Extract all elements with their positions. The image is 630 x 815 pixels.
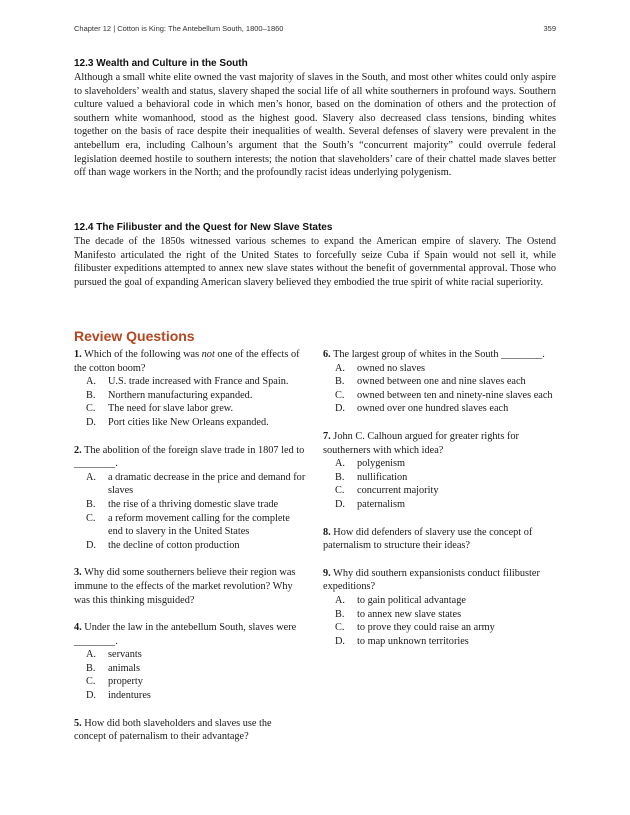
answer-option	[323, 621, 555, 635]
option-letter: D.	[86, 416, 97, 428]
question-text: 5. How did both slaveholders and slaves use the concept of paternalism to their advantage?	[74, 717, 272, 743]
answer-option	[74, 389, 306, 403]
option-text: a reform movement calling for the complete end to slavery in the United States	[108, 512, 290, 538]
option-text: owned over one hundred slaves each	[357, 403, 509, 415]
review-question	[74, 566, 306, 607]
option-letter: B.	[335, 471, 345, 483]
answer-option	[74, 689, 306, 703]
option-text: servants	[108, 649, 142, 661]
answer-option	[323, 471, 555, 485]
option-letter: B.	[86, 389, 96, 401]
answer-option	[323, 362, 555, 376]
answer-option	[323, 498, 555, 512]
chapter-title: Chapter 12 | Cotton is King: The Antebellum South, 1800–1860	[74, 24, 284, 33]
question-text: 9. Why did southern expansionists conduct filibuster expeditions?	[323, 567, 540, 593]
answer-option	[323, 484, 555, 498]
option-text: U.S. trade increased with France and Spain.	[108, 376, 289, 388]
option-letter: C.	[335, 622, 345, 634]
option-text: to map unknown territories	[357, 635, 469, 647]
answer-options	[323, 594, 555, 648]
option-letter: D.	[335, 635, 346, 647]
option-text: to gain political advantage	[357, 594, 466, 606]
question-text: 3. Why did some southerners believe their region was immune to the effects of the market revolution? Why was this thinking misguided?	[74, 567, 296, 606]
answer-option	[323, 457, 555, 471]
questions-left-column	[74, 348, 306, 758]
answer-option	[74, 539, 306, 553]
option-text: owned no slaves	[357, 362, 426, 374]
review-question	[74, 444, 306, 553]
question-number: 9.	[323, 567, 331, 579]
option-letter: A.	[86, 471, 97, 483]
answer-options	[323, 362, 555, 416]
option-text: animals	[108, 662, 141, 674]
section-12-3	[74, 58, 556, 180]
question-number: 3.	[74, 567, 82, 579]
option-letter: D.	[335, 498, 346, 510]
option-letter: C.	[86, 403, 96, 415]
option-text: Port cities like New Orleans expanded.	[108, 416, 269, 428]
section-12-4	[74, 222, 556, 289]
question-number: 2.	[74, 444, 82, 456]
answer-options	[74, 648, 306, 702]
option-letter: C.	[335, 485, 345, 497]
option-text: to annex new slave states	[357, 608, 462, 620]
answer-option	[74, 402, 306, 416]
option-letter: D.	[86, 539, 97, 551]
review-question	[74, 717, 306, 744]
option-letter: C.	[335, 389, 345, 401]
answer-option	[74, 512, 306, 539]
option-text: polygenism	[357, 458, 406, 470]
answer-options	[74, 471, 306, 553]
review-question	[323, 348, 555, 416]
question-emphasis: not	[201, 349, 215, 360]
review-question	[323, 567, 555, 649]
option-letter: A.	[335, 362, 346, 374]
option-text: to prove they could raise an army	[357, 622, 495, 634]
answer-option	[74, 662, 306, 676]
option-letter: C.	[86, 676, 96, 688]
option-text: nullification	[357, 471, 408, 483]
option-text: indentures	[108, 690, 151, 702]
question-text: 8. How did defenders of slavery use the concept of paternalism to structure their ideas?	[323, 526, 533, 552]
question-text: 4. Under the law in the antebellum South, slaves were ________.	[74, 622, 297, 647]
option-letter: D.	[335, 403, 346, 415]
answer-option	[74, 471, 306, 498]
page-number: 359	[543, 24, 556, 33]
answer-option	[74, 498, 306, 512]
option-text: paternalism	[357, 498, 406, 510]
questions-right-column	[323, 348, 555, 662]
option-letter: B.	[335, 608, 345, 620]
answer-option	[74, 648, 306, 662]
section-body: The decade of the 1850s witnessed various schemes to expand the American empire of slavery. The Ostend Manifesto articulated the right of the United States to forcefully seize Cuba if Spain would not sell it, while filibuster expeditions attempted to annex new slave states without the benefit of governmental approval. Those who pursued the goal of expanding American slavery believed they embodied the true spirit of white racial superiority.	[74, 236, 556, 288]
answer-option	[74, 675, 306, 689]
answer-option	[323, 389, 555, 403]
section-title: 12.4 The Filibuster and the Quest for New Slave States	[74, 222, 333, 233]
option-text: the decline of cotton production	[108, 539, 240, 551]
option-text: concurrent majority	[357, 485, 439, 497]
option-letter: D.	[86, 690, 97, 702]
option-letter: A.	[335, 594, 346, 606]
question-number: 7.	[323, 430, 331, 442]
answer-option	[323, 594, 555, 608]
option-letter: B.	[335, 376, 345, 388]
review-question	[323, 430, 555, 512]
review-questions-heading: Review Questions	[74, 328, 195, 344]
review-question	[74, 348, 306, 430]
question-text: 7. John C. Calhoun argued for greater rights for southerners with which idea?	[323, 430, 519, 456]
option-text: owned between one and nine slaves each	[357, 376, 526, 388]
answer-option	[323, 402, 555, 416]
question-text: 2. The abolition of the foreign slave trade in 1807 led to ________.	[74, 444, 305, 470]
option-text: owned between ten and ninety-nine slaves each	[357, 389, 553, 401]
answer-options	[323, 457, 555, 511]
option-letter: A.	[86, 376, 97, 388]
question-text: 6. The largest group of whites in the South ________.	[323, 349, 545, 360]
page-header	[74, 24, 556, 33]
review-question	[323, 526, 555, 553]
question-number: 6.	[323, 349, 331, 360]
answer-option	[323, 635, 555, 649]
question-number: 1.	[74, 349, 82, 360]
answer-options	[74, 375, 306, 429]
option-text: the rise of a thriving domestic slave trade	[108, 498, 279, 510]
option-text: The need for slave labor grew.	[108, 403, 234, 415]
answer-option	[323, 375, 555, 389]
answer-option	[323, 608, 555, 622]
option-letter: A.	[86, 649, 97, 661]
question-number: 5.	[74, 717, 82, 729]
option-text: a dramatic decrease in the price and demand for slaves	[108, 471, 306, 497]
option-letter: B.	[86, 662, 96, 674]
option-letter: C.	[86, 512, 96, 524]
section-body: Although a small white elite owned the vast majority of slaves in the South, and most other whites could only aspire to slaveholders’ wealth and status, slavery shaped the social life of all white southerners in profound ways. Southern culture valued a behavioral code in which men’s honor, based on the domination of others and the protection of southern white womanhood, stood as the highest good. Slavery also decreased class tensions, binding whites together on the basis of race despite their inequalities of wealth. Several defenses of slavery were prevalent in the antebellum era, including Calhoun’s argument that the South’s “concurrent majority” could overrule federal legislation deemed hostile to southern interests; the notion that slaveholders’ care of their chattel made slaves better off than wage workers in the North; and the profoundly racist ideas underlying polygenism.	[74, 72, 556, 179]
question-number: 8.	[323, 526, 331, 538]
option-text: property	[108, 676, 143, 688]
question-number: 4.	[74, 622, 82, 634]
answer-option	[74, 375, 306, 389]
option-text: Northern manufacturing expanded.	[108, 389, 253, 401]
review-question	[74, 621, 306, 703]
answer-option	[74, 416, 306, 430]
option-letter: A.	[335, 458, 346, 470]
option-letter: B.	[86, 498, 96, 510]
question-text: 1. Which of the following was not one of the effects of the cotton boom?	[74, 349, 300, 374]
section-title: 12.3 Wealth and Culture in the South	[74, 58, 248, 69]
